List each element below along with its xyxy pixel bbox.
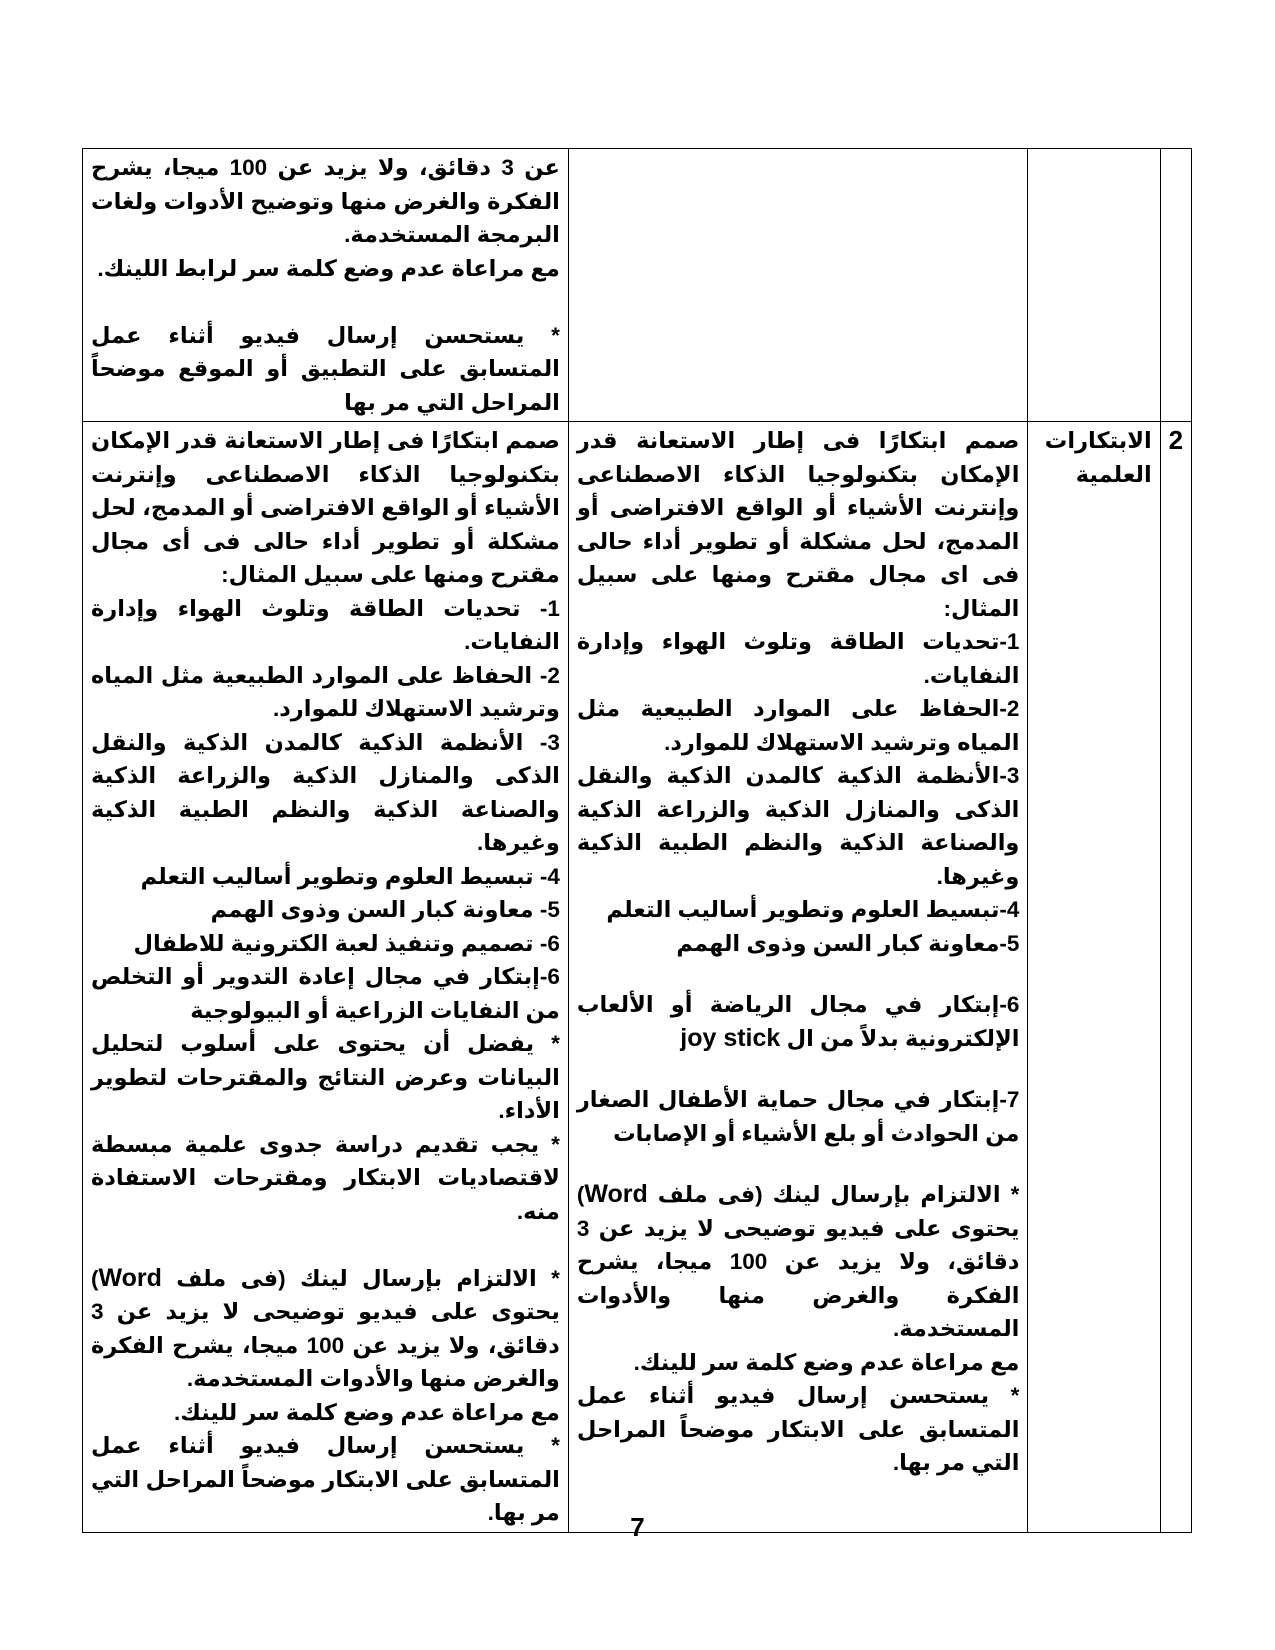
conditions-item-6b: 6-إبتكار في مجال إعادة التدوير أو التخلص من النفايات الزراعية أو البيولوجية — [91, 964, 560, 1023]
row-description-cell — [568, 149, 1028, 422]
link-prefix: * الالتزام بإرسال لينك (فى ملف — [657, 1182, 1020, 1207]
conditions-feasibility-note: * يجب تقديم دراسة جدوى علمية مبسطة لاقتصاديات الابتكار ومقترحات الاستفادة منه. — [91, 1131, 560, 1224]
description-item-5: 5-معاونة كبار السن وذوى الهمم — [676, 930, 1020, 956]
link-suffix: ) يحتوى على فيديو توضيحى لا يزيد عن 3 دقائق، ولا يزيد عن 100 ميجا، يشرح الفكرة والغرض منها والأدوات المستخدمة. — [91, 1265, 560, 1391]
conditions-item-2: 2- الحفاظ على الموارد الطبيعية مثل المياه وترشيد الاستهلاك للموارد. — [91, 662, 560, 721]
row-title-cell: الابتكارات العلمية — [1028, 422, 1160, 1533]
blank-line — [91, 285, 560, 319]
description-item-3: 3-الأنظمة الذكية كالمدن الذكية والنقل الذكى والمنازل الذكية والزراعة الذكية والصناعة الذكية والنظم الطبية الذكية وغيرها. — [576, 763, 1020, 889]
description-item-4: 4-تبسيط العلوم وتطوير أساليب التعلم — [606, 897, 1020, 922]
description-item-6 — [577, 988, 1020, 1055]
conditions-item-5: 5- معاونة كبار السن وذوى الهمم — [210, 897, 560, 922]
link-prefix: * الالتزام بإرسال لينك (فى ملف — [176, 1265, 560, 1291]
row-description-cell — [568, 422, 1028, 1533]
conditions-item-1: 1- تحديات الطاقة وتلوث الهواء وإدارة النفايات. — [91, 595, 560, 654]
row-title-cell — [1028, 149, 1160, 422]
spacer — [577, 960, 1020, 988]
table-row-2 — [83, 422, 1192, 1533]
description-intro: صمم ابتكارًا فى إطار الاستعانة قدر الإمكان بتكنولوجيا الذكاء الاصطناعى وإنترنت الأشياء أو الواقع الافتراضى أو المدمج، لحل مشكلة أو تطوير أداء حالى فى اى مجال مقترح ومنها على سبيل المثال: — [576, 428, 1020, 621]
conditions-analysis-note: * يفضل أن يحتوى على أسلوب لتحليل البيانات وعرض النتائج والمقترحات لتطوير الأداء. — [91, 1031, 560, 1123]
conditions-item-4: 4- تبسيط العلوم وتطوير أساليب التعلم — [140, 863, 560, 889]
table-row-continued — [83, 149, 1192, 422]
conditions-item-6a: 6- تصميم وتنفيذ لعبة الكترونية للاطفال — [133, 930, 560, 956]
conditions-intro: صمم ابتكارًا فى إطار الاستعانة قدر الإمكان بتكنولوجيا الذكاء الاصطناعى وإنترنت الأشياء أو الواقع الافتراضى أو المدمج، لحل مشكلة أو تطوير أداء حالى فى أى مجال مقترح ومنها على سبيل المثال: — [91, 428, 560, 587]
description-item-1: 1-تحديات الطاقة وتلوث الهواء وإدارة النفايات. — [576, 629, 1020, 688]
link-latin: Word — [98, 1263, 162, 1292]
description-item-2: 2-الحفاظ على الموارد الطبيعية مثل المياه وترشيد الاستهلاك للموارد. — [576, 696, 1020, 755]
item-6-latin: joy stick — [680, 1023, 781, 1052]
row-conditions-cell — [83, 422, 569, 1533]
conditions-item-3: 3- الأنظمة الذكية كالمدن الذكية والنقل الذكى والمنازل الذكية والزراعة الذكية والصناعة الذكية والنظم الطبية الذكية وغيرها. — [91, 729, 560, 855]
spacer — [91, 1228, 560, 1262]
row-number-cell: 2 — [1160, 422, 1191, 1533]
conditions-password-note: مع مراعاة عدم وضع كلمة سر للينك. — [174, 1399, 560, 1425]
link-latin: Word — [584, 1180, 648, 1208]
description-link-note — [577, 1178, 1020, 1346]
link-suffix: ) يحتوى على فيديو توضيحى لا يزيد عن 3 دقائق، ولا يزيد عن 100 ميجا، يشرح الفكرة والغرض منها والأدوات المستخدمة. — [576, 1182, 1020, 1341]
page-number: 7 — [630, 1512, 645, 1542]
password-note: مع مراعاة عدم وضع كلمة سر لرابط اللينك. — [97, 255, 560, 281]
description-password-note: مع مراعاة عدم وضع كلمة سر للينك. — [633, 1349, 1020, 1375]
spacer — [577, 1150, 1020, 1178]
conditions-text: عن 3 دقائق، ولا يزيد عن 100 ميجا، يشرح الفكرة والغرض منها وتوضيح الأدوات ولغات البرمجة المستخدمة. — [91, 155, 560, 247]
video-note: * يستحسن إرسال فيديو أثناء عمل المتسابق على التطبيق أو الموقع موضحاً المراحل التي مر بها — [91, 322, 560, 415]
conditions-link-note — [91, 1262, 560, 1396]
conditions-video-note: * يستحسن إرسال فيديو أثناء عمل المتسابق على الابتكار موضحاً المراحل التي مر بها. — [91, 1433, 560, 1525]
competition-table — [82, 148, 1192, 1533]
item-6-text: 6-إبتكار في مجال الرياضة أو الألعاب الإلكترونية بدلاً من ال — [576, 992, 1020, 1051]
row-conditions-cell — [83, 149, 569, 422]
spacer — [577, 1055, 1020, 1083]
description-item-7: 7-إبتكار في مجال حماية الأطفال الصغار من الحوادث أو بلع الأشياء أو الإصابات — [576, 1087, 1020, 1146]
row-number-cell — [1160, 149, 1191, 422]
description-video-note: * يستحسن إرسال فيديو أثناء عمل المتسابق على الابتكار موضحاً المراحل التي مر بها. — [576, 1383, 1020, 1475]
